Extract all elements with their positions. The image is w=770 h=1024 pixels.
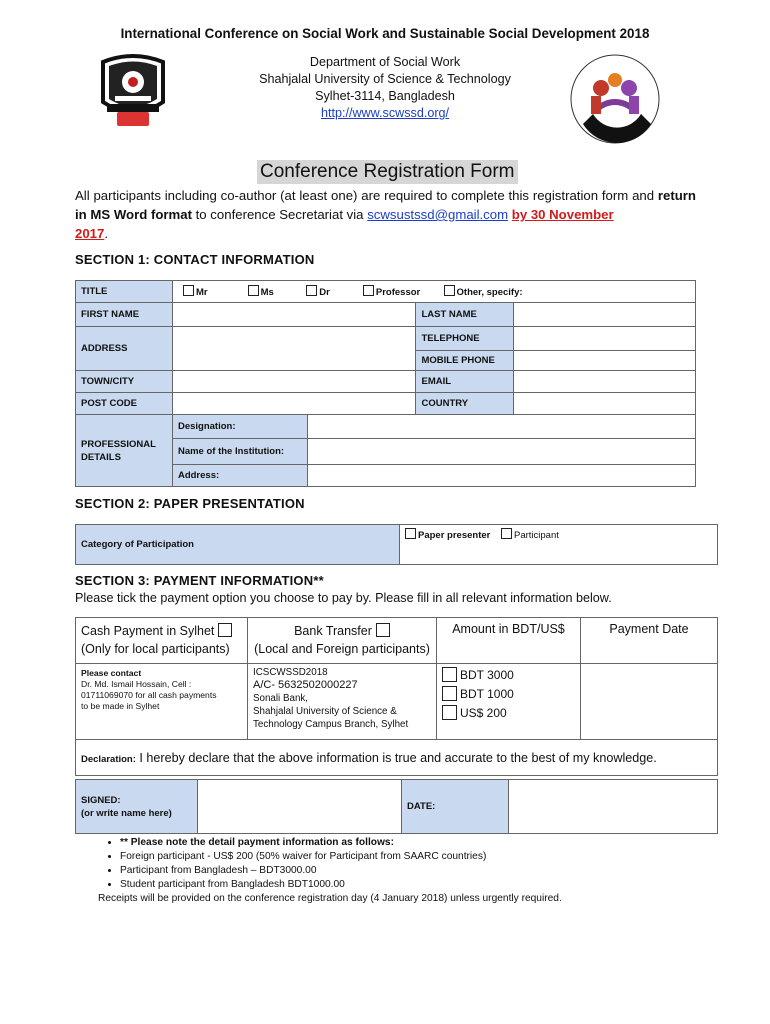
town-field[interactable]: [172, 371, 416, 393]
prof-address-field[interactable]: [307, 465, 695, 487]
post-code-field[interactable]: [172, 393, 416, 415]
address-field[interactable]: [172, 327, 416, 371]
designation-label: Designation:: [172, 415, 307, 439]
post-code-label: POST CODE: [76, 393, 173, 415]
declaration-cell: Declaration: I hereby declare that the above information is true and accurate to the best of my knowledge.: [76, 740, 718, 776]
email-field[interactable]: [514, 371, 696, 393]
institution-label: Name of the Institution:: [172, 439, 307, 465]
section2-heading: SECTION 2: PAPER PRESENTATION: [75, 496, 305, 511]
university-logo: [97, 52, 169, 136]
last-name-field[interactable]: [514, 303, 696, 327]
designation-field[interactable]: [307, 415, 695, 439]
amount-header: Amount in BDT/US$: [437, 618, 581, 664]
bank-header: Bank Transfer (Local and Foreign participants): [248, 618, 437, 664]
title-option-other[interactable]: Other, specify:: [444, 287, 523, 298]
option-participant[interactable]: Participant: [501, 530, 559, 541]
telephone-label: TELEPHONE: [416, 327, 514, 351]
signed-field[interactable]: [198, 780, 402, 834]
first-name-label: FIRST NAME: [76, 303, 173, 327]
professional-label: PROFESSIONAL DETAILS: [76, 415, 173, 487]
title-option-ms[interactable]: Ms: [248, 285, 304, 298]
note-item: • ** Please note the detail payment information as follows:: [120, 836, 562, 850]
amount-option-bdt1000[interactable]: BDT 1000: [442, 685, 575, 704]
amount-option-usd200[interactable]: US$ 200: [442, 704, 575, 723]
category-options: [400, 525, 718, 565]
payment-date-field[interactable]: [581, 664, 718, 740]
contact-table: [75, 280, 696, 487]
mobile-label: MOBILE PHONE: [416, 351, 514, 371]
institution-field[interactable]: [307, 439, 695, 465]
website-link[interactable]: http://www.scwssd.org/: [320, 106, 450, 120]
cash-checkbox[interactable]: [218, 623, 232, 637]
payment-notes: [98, 836, 562, 906]
telephone-field[interactable]: [514, 327, 696, 351]
email-label: EMAIL: [416, 371, 514, 393]
signature-table: [75, 779, 718, 834]
last-name-label: LAST NAME: [416, 303, 514, 327]
section3-subtext: Please tick the payment option you choose to pay by. Please fill in all relevant information below.: [75, 591, 612, 605]
note-item: • Foreign participant - US$ 200 (50% waiver for Participant from SAARC countries): [120, 850, 562, 864]
university: Shahjalal University of Science & Technology: [259, 72, 511, 86]
amount-options-cell: [437, 664, 581, 740]
address: Sylhet-3114, Bangladesh: [315, 89, 455, 103]
town-label: TOWN/CITY: [76, 371, 173, 393]
section1-heading: SECTION 1: CONTACT INFORMATION: [75, 252, 315, 267]
note-item: • Participant from Bangladesh – BDT3000.00: [120, 864, 562, 878]
cash-contact-cell: Please contact Dr. Md. Ismail Hossain, Cell : 01711069070 for all cash payments to be made in Sylhet: [76, 664, 248, 740]
amount-option-bdt3000[interactable]: BDT 3000: [442, 666, 575, 685]
category-label: Category of Participation: [76, 525, 400, 565]
title-option-dr[interactable]: Dr: [306, 285, 360, 298]
secretariat-email-link[interactable]: scwsustssd@gmail.com: [367, 207, 509, 222]
bank-checkbox[interactable]: [376, 623, 390, 637]
intro-text: All participants including co-author (at least one) are required to complete this registration form and return in MS Word format to conference Secretariat via scwsustssd@gmail.com by 30 November 2017.: [75, 188, 696, 241]
country-label: COUNTRY: [416, 393, 514, 415]
title-option-mr[interactable]: Mr: [183, 285, 245, 298]
payment-date-header: Payment Date: [581, 618, 718, 664]
bank-details-cell: ICSCWSSD2018 A/C- 5632502000227 Sonali Bank, Shahjalal University of Science & Technology Campus Branch, Sylhet: [248, 664, 437, 740]
date-label: DATE:: [402, 780, 509, 834]
first-name-field[interactable]: [172, 303, 416, 327]
title-option-professor[interactable]: Professor: [363, 285, 441, 298]
department-logo: [563, 52, 667, 146]
paper-table: [75, 524, 718, 565]
address-label: ADDRESS: [76, 327, 173, 371]
payment-table: [75, 617, 718, 776]
department: Department of Social Work: [309, 55, 461, 69]
section3-heading: SECTION 3: PAYMENT INFORMATION**: [75, 573, 324, 588]
prof-address-label: Address:: [172, 465, 307, 487]
form-title: Conference Registration Form: [257, 160, 518, 184]
title-options: [172, 281, 695, 303]
title-label: TITLE: [76, 281, 173, 303]
receipts-note: Receipts will be provided on the conference registration day (4 January 2018) unless urgently required.: [98, 893, 562, 904]
signed-label: SIGNED: (or write name here): [76, 780, 198, 834]
mobile-field[interactable]: [514, 351, 696, 371]
note-item: • Student participant from Bangladesh BDT1000.00: [120, 878, 562, 892]
conference-title: International Conference on Social Work and Sustainable Social Development 2018: [120, 26, 650, 41]
date-field[interactable]: [509, 780, 718, 834]
cash-header: Cash Payment in Sylhet (Only for local participants): [76, 618, 248, 664]
option-paper-presenter[interactable]: Paper presenter: [405, 530, 490, 541]
country-field[interactable]: [514, 393, 696, 415]
